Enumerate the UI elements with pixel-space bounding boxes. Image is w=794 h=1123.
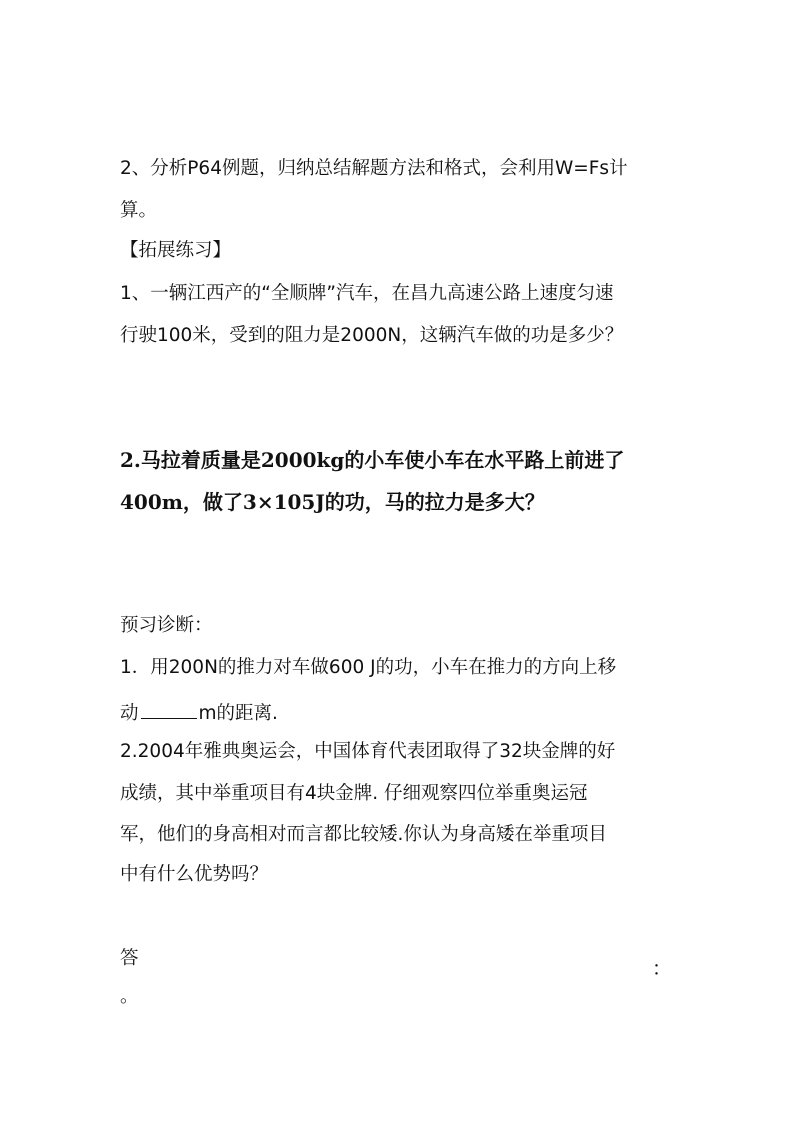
diagnosis-q1-suffix: m的距离. bbox=[198, 703, 278, 724]
diagnosis-q1-prefix: 动 bbox=[120, 703, 139, 724]
diagnosis-q2-line-1: 2.2004年雅典奥运会，中国体育代表团取得了32块金牌的好 bbox=[120, 741, 616, 762]
diagnosis-q2-line-4: 中有什么优势吗？ bbox=[120, 864, 269, 885]
answer-label: 答 bbox=[120, 948, 139, 969]
extension-heading: 【拓展练习】 bbox=[120, 240, 232, 261]
diagnosis-q2-line-2: 成绩，其中举重项目有4块金牌. 仔细观察四位举重奥运冠 bbox=[120, 783, 588, 804]
answer-end: 。 bbox=[120, 986, 139, 1007]
diagnosis-q1-line-1: 1．用200N的推力对车做600 J的功，小车在推力的方向上移 bbox=[120, 657, 617, 678]
diagnosis-heading: 预习诊断： bbox=[120, 615, 213, 636]
answer-colon: ： bbox=[652, 957, 672, 980]
method-item-2-line-2: 算。 bbox=[120, 200, 158, 221]
diagnosis-q2-line-3: 军，他们的身高相对而言都比较矮.你认为身高矮在举重项目 bbox=[120, 824, 607, 845]
extension-q2-line-2: 400m，做了3×105J的功，马的拉力是多大？ bbox=[120, 490, 545, 514]
extension-q1-line-2: 行驶100米，受到的阻力是2000N，这辆汽车做的功是多少？ bbox=[120, 325, 624, 346]
answer-blank[interactable] bbox=[141, 701, 197, 719]
extension-q2-line-1: 2.马拉着质量是2000kg的小车使小车在水平路上前进了 bbox=[120, 448, 625, 472]
extension-q1-line-1: 1、一辆江西产的“全顺牌”汽车，在昌九高速公路上速度匀速 bbox=[120, 283, 614, 304]
diagnosis-q1-line-2 bbox=[120, 701, 278, 724]
method-item-2-line-1: 2、分析P64例题，归纳总结解题方法和格式，会利用W=Fs计 bbox=[120, 158, 628, 179]
